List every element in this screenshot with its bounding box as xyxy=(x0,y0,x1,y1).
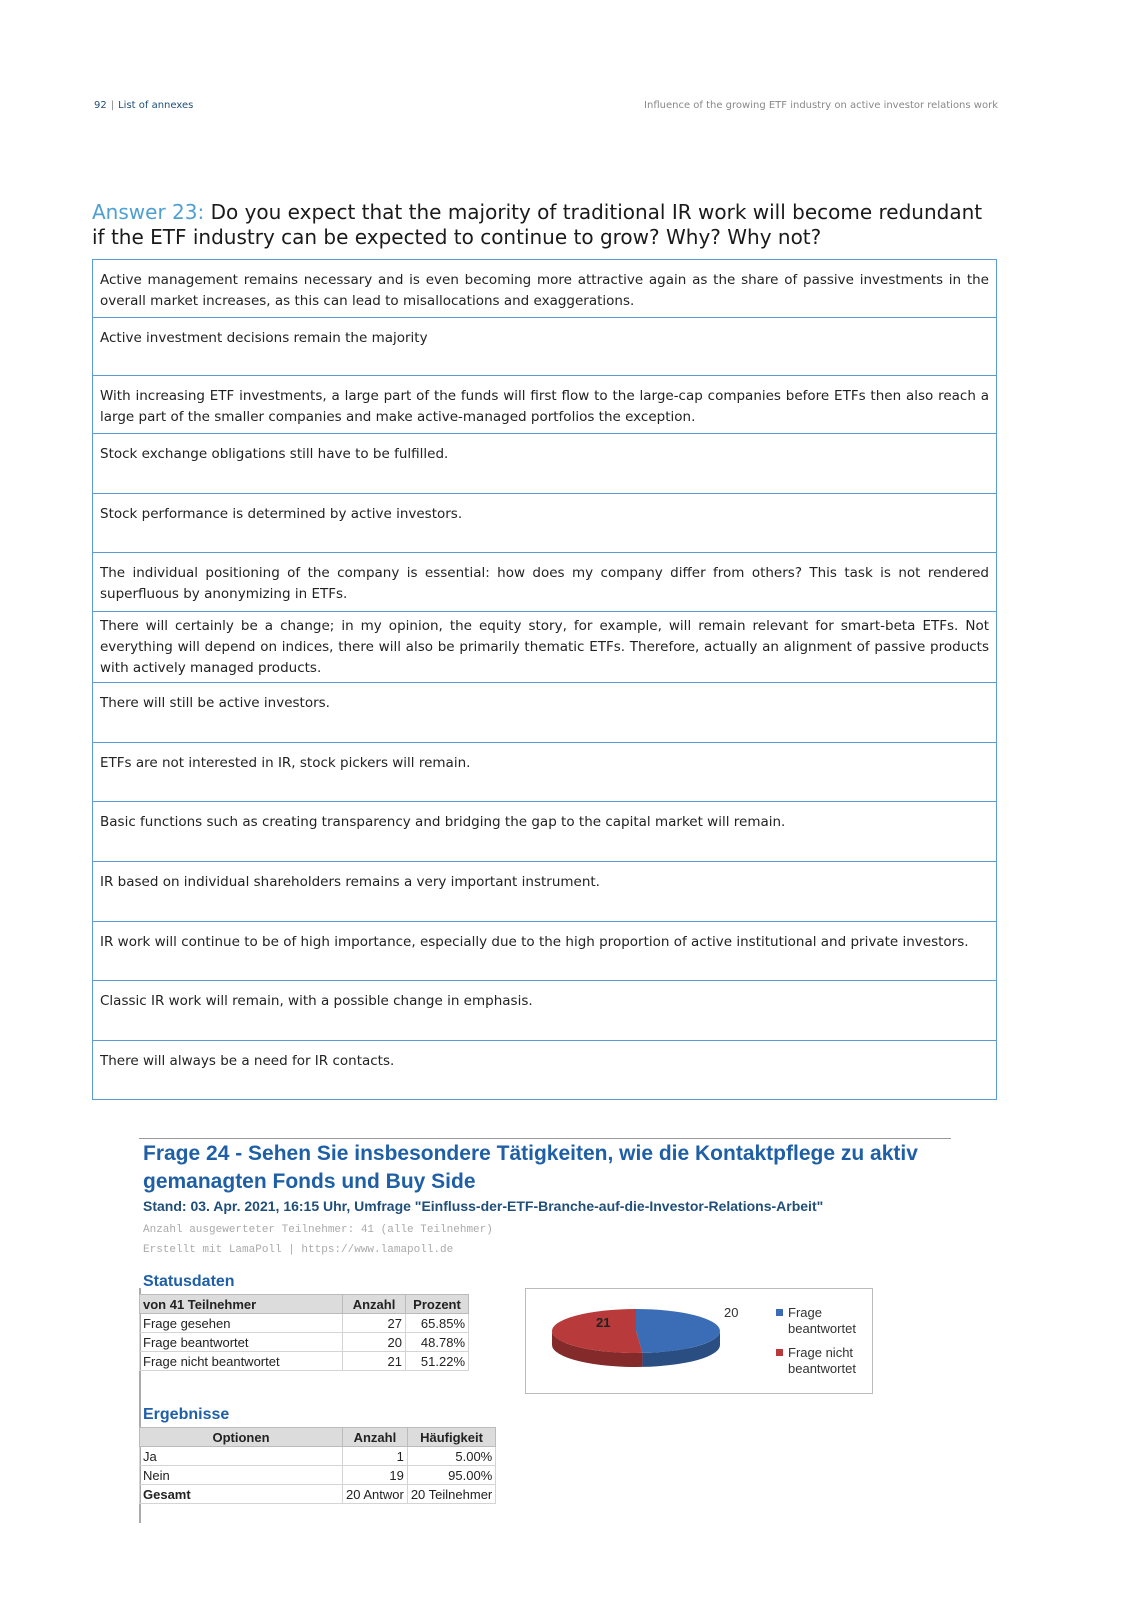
answer-row: Stock performance is determined by active investors. xyxy=(93,493,996,552)
table-row xyxy=(140,1333,469,1352)
answer-row: IR work will continue to be of high importance, especially due to the high proportion of active institutional and private investors. xyxy=(93,921,996,980)
answer-row: ETFs are not interested in IR, stock pickers will remain. xyxy=(93,742,996,801)
section-name: List of annexes xyxy=(118,100,194,111)
status-count: 27 xyxy=(343,1314,406,1333)
results-table xyxy=(139,1427,496,1504)
status-label: Frage gesehen xyxy=(140,1314,343,1333)
question-heading xyxy=(92,200,992,250)
result-count: 19 xyxy=(343,1466,408,1485)
table-row xyxy=(140,1466,496,1485)
answer-row: There will still be active investors. xyxy=(93,682,996,742)
answer-row: With increasing ETF investments, a large part of the funds will first flow to the large-cap companies before ETFs then also reach a large part of the smaller companies and make active-managed portfolios the exception. xyxy=(93,375,996,433)
survey-top-rule xyxy=(139,1138,951,1139)
result-freq: 5.00% xyxy=(407,1447,495,1466)
result-option: Ja xyxy=(140,1447,343,1466)
status-pie-chart xyxy=(525,1288,873,1394)
answer-row: Stock exchange obligations still have to be fulfilled. xyxy=(93,433,996,493)
running-head-left xyxy=(94,100,193,111)
survey-stand: Stand: 03. Apr. 2021, 16:15 Uhr, Umfrage "Einfluss-der-ETF-Branche-auf-die-Investor-Relations-Arbeit" xyxy=(143,1198,824,1214)
legend-label: Frage beantwortet xyxy=(788,1305,856,1336)
status-header-row xyxy=(140,1295,469,1314)
status-pct: 48.78% xyxy=(406,1333,469,1352)
pie-svg xyxy=(526,1289,776,1393)
status-col-label: von 41 Teilnehmer xyxy=(140,1295,343,1314)
status-pct: 51.22% xyxy=(406,1352,469,1371)
answer-row: The individual positioning of the company is essential: how does my company differ from others? This task is not rendered superfluous by anonymizing in ETFs. xyxy=(93,552,996,611)
result-count: 1 xyxy=(343,1447,408,1466)
total-freq: 20 Teilnehmer xyxy=(407,1485,495,1504)
status-col-pct: Prozent xyxy=(406,1295,469,1314)
survey-created-with: Erstellt mit LamaPoll | https://www.lamapoll.de xyxy=(143,1244,454,1256)
answer-row: There will always be a need for IR contacts. xyxy=(93,1040,996,1099)
results-heading: Ergebnisse xyxy=(143,1406,230,1423)
legend-swatch-not-answered xyxy=(776,1349,783,1356)
table-row xyxy=(140,1352,469,1371)
table-row xyxy=(140,1314,469,1333)
status-col-count: Anzahl xyxy=(343,1295,406,1314)
pie-data-label: 20 xyxy=(724,1305,739,1320)
legend-label: Frage nicht beantwortet xyxy=(788,1345,856,1376)
status-heading: Statusdaten xyxy=(143,1273,235,1290)
answer-number: Answer 23: xyxy=(92,200,205,224)
page-number: 92 xyxy=(94,100,107,111)
survey-title: Frage 24 - Sehen Sie insbesondere Tätigkeiten, wie die Kontaktpflege zu aktiv gemanagten Fonds und Buy Side xyxy=(143,1142,918,1193)
legend-item xyxy=(776,1305,872,1337)
answer-row: Basic functions such as creating transparency and bridging the gap to the capital market will remain. xyxy=(93,801,996,861)
total-label: Gesamt xyxy=(140,1485,343,1504)
legend-item xyxy=(776,1345,872,1377)
status-label: Frage beantwortet xyxy=(140,1333,343,1352)
header-separator: | xyxy=(110,100,115,111)
status-count: 21 xyxy=(343,1352,406,1371)
answer-row: Active investment decisions remain the majority xyxy=(93,317,996,375)
question-text: Do you expect that the majority of traditional IR work will become redundant if the ETF industry can be expected to continue to grow? Why? Why not? xyxy=(92,200,983,249)
status-pct: 65.85% xyxy=(406,1314,469,1333)
answer-row: There will certainly be a change; in my opinion, the equity story, for example, will remain relevant for smart-beta ETFs. Not everything will depend on indices, there will also be primarily thematic ETFs. Therefore, actually an alignment of passive products with actively managed products. xyxy=(93,611,996,682)
survey-screenshot xyxy=(139,1138,951,1523)
document-title: Influence of the growing ETF industry on active investor relations work xyxy=(644,100,998,111)
results-total-row xyxy=(140,1485,496,1504)
table-row xyxy=(140,1447,496,1466)
total-count: 20 Antwor xyxy=(343,1485,408,1504)
results-col-freq: Häufigkeit xyxy=(407,1428,495,1447)
result-option: Nein xyxy=(140,1466,343,1485)
status-count: 20 xyxy=(343,1333,406,1352)
results-header-row xyxy=(140,1428,496,1447)
pie-data-label: 21 xyxy=(596,1315,611,1330)
results-col-count: Anzahl xyxy=(343,1428,408,1447)
status-table xyxy=(139,1294,469,1371)
legend-swatch-answered xyxy=(776,1309,783,1316)
pie-legend xyxy=(776,1305,872,1385)
survey-participants-note: Anzahl ausgewerteter Teilnehmer: 41 (alle Teilnehmer) xyxy=(143,1224,493,1236)
answer-row: Classic IR work will remain, with a possible change in emphasis. xyxy=(93,980,996,1040)
answers-table xyxy=(92,259,997,1100)
results-col-options: Optionen xyxy=(140,1428,343,1447)
answer-row: Active management remains necessary and is even becoming more attractive again as the share of passive investments in the overall market increases, as this can lead to misallocations and exaggerations. xyxy=(100,272,989,309)
result-freq: 95.00% xyxy=(407,1466,495,1485)
status-label: Frage nicht beantwortet xyxy=(140,1352,343,1371)
answer-row: IR based on individual shareholders remains a very important instrument. xyxy=(93,861,996,921)
